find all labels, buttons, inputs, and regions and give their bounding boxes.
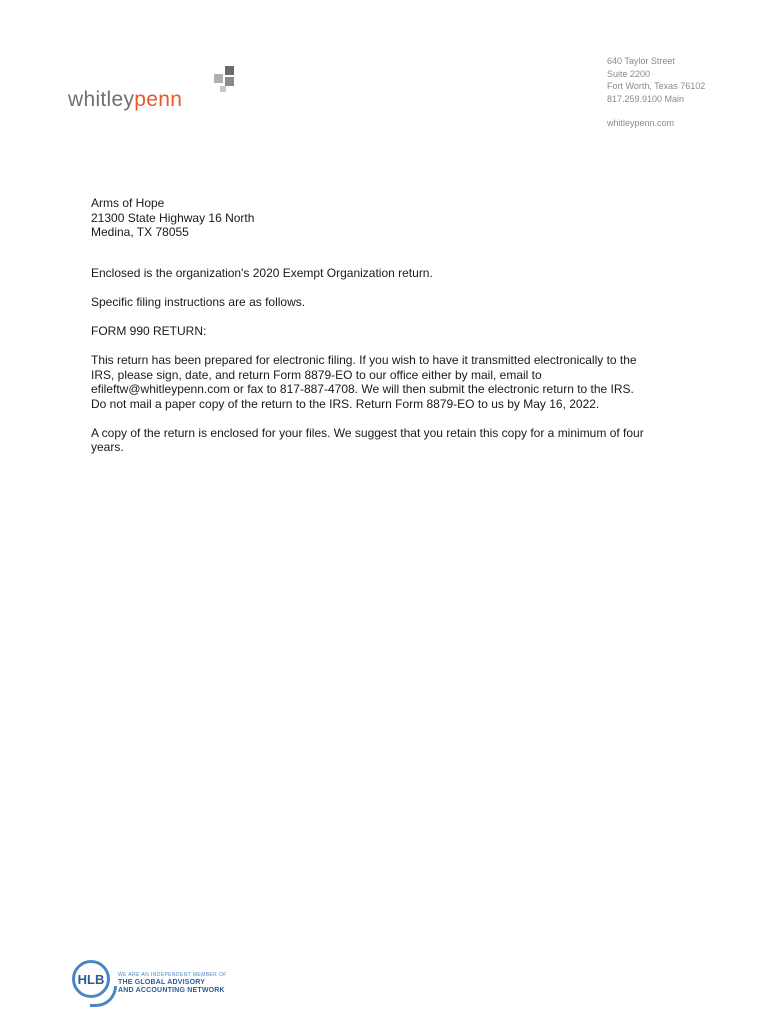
- form-990-heading: FORM 990 RETURN:: [91, 324, 207, 338]
- recipient-street: 21300 State Highway 16 North: [91, 210, 255, 225]
- recipient-city: Medina, TX 78055: [91, 225, 189, 239]
- hlb-network-line1: THE GLOBAL ADVISORY: [118, 979, 206, 986]
- filing-paragraph: [91, 353, 691, 411]
- filing-line: efileftw@whitleypenn.com or fax to 817-887-4708. We will then submit the electronic return to the IRS.: [91, 382, 634, 396]
- recipient-name: Arms of Hope: [91, 196, 165, 210]
- hlb-member-line: WE ARE AN INDEPENDENT MEMBER OF: [118, 972, 227, 978]
- firm-street: 640 Taylor Street: [607, 56, 675, 66]
- hlb-letters: HLB: [77, 972, 105, 987]
- instructions-paragraph: Specific filing instructions are as follows.: [91, 295, 306, 309]
- firm-contact: [607, 55, 757, 130]
- hlb-network-line2: AND ACCOUNTING NETWORK: [118, 987, 225, 994]
- logo-squares-icon: [214, 66, 236, 96]
- filing-line: IRS, please sign, date, and return Form 8879-EO to our office either by mail, email to: [91, 367, 542, 382]
- copy-paragraph: [91, 426, 691, 455]
- firm-website: whitleypenn.com: [607, 118, 675, 128]
- firm-phone: 817.259.9100 Main: [607, 93, 685, 104]
- logo-part-penn: penn: [134, 88, 183, 111]
- firm-city: Fort Worth, Texas 76102: [607, 81, 706, 91]
- logo-wordmark: [68, 88, 182, 112]
- logo-part-whitley: whitley: [68, 88, 135, 111]
- copy-line: years.: [91, 440, 124, 454]
- recipient-address: [91, 196, 254, 240]
- filing-line: Do not mail a paper copy of the return to the IRS. Return Form 8879-EO to us by May 16, 2022.: [91, 396, 600, 411]
- hlb-logo-icon: [72, 960, 110, 998]
- hlb-tagline: [118, 971, 227, 995]
- hlb-footer: [72, 960, 272, 1008]
- whitleypenn-logo: [68, 66, 243, 116]
- letter-body: [91, 266, 691, 469]
- filing-line: This return has been prepared for electronic filing. If you wish to have it transmitted electronically to the: [91, 353, 637, 367]
- firm-suite: Suite 2200: [607, 68, 651, 79]
- copy-line: A copy of the return is enclosed for your files. We suggest that you retain this copy for a minimum of four: [91, 425, 644, 440]
- enclosed-paragraph: Enclosed is the organization's 2020 Exempt Organization return.: [91, 266, 433, 280]
